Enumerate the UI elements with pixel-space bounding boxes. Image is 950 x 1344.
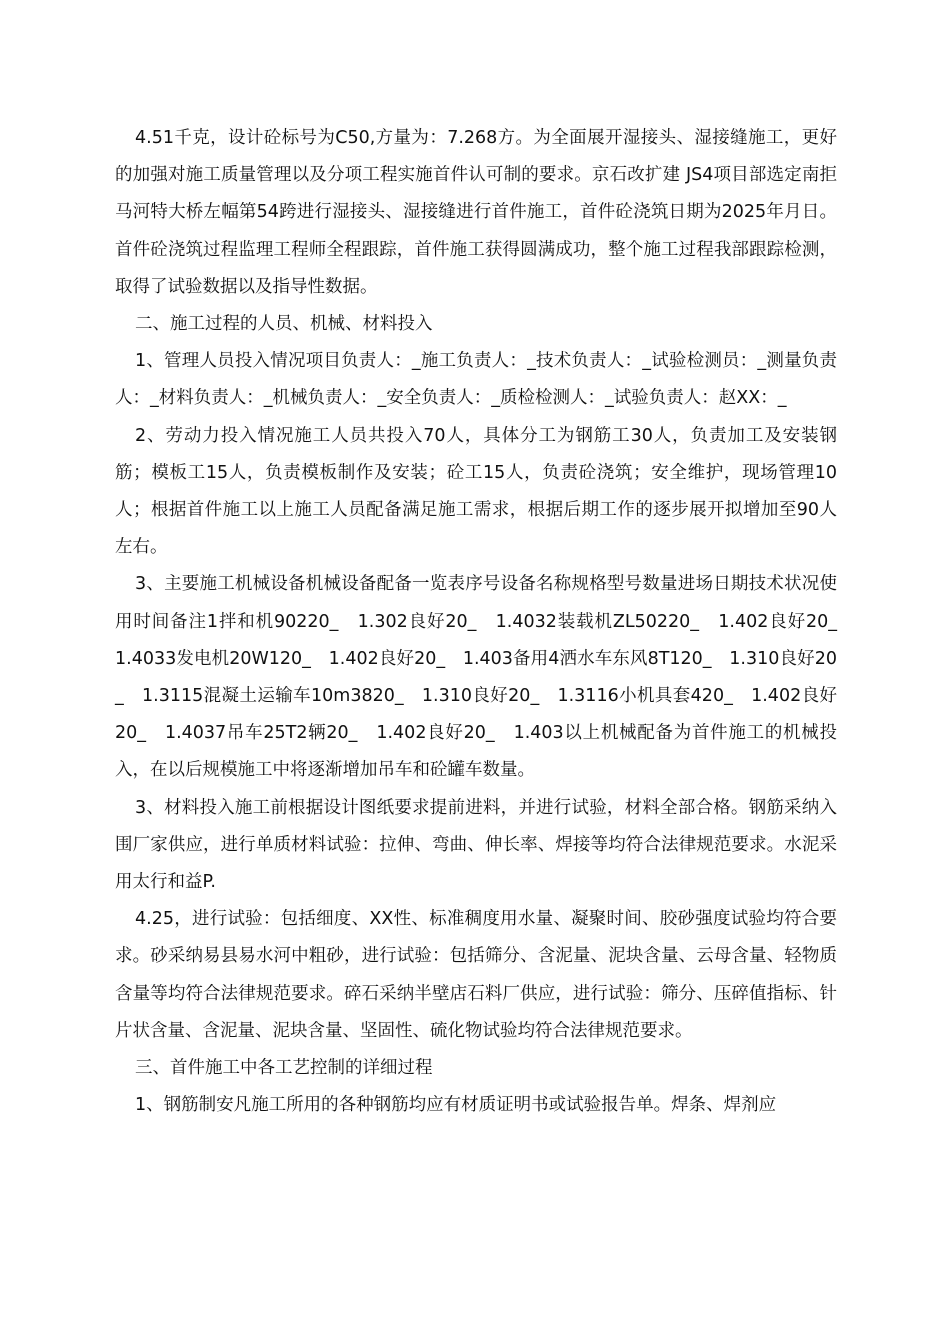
section-heading-3: 三、首件施工中各工艺控制的详细过程 [135, 1058, 433, 1079]
paragraph-materials: 3、材料投入施工前根据设计图纸要求提前进料，并进行试验，材料全部合格。钢筋采纳入围厂家供应，进行单质材料试验：拉伸、弯曲、伸长率、焊接等均符合法律规范要求。水泥采用太行和益P. [115, 797, 837, 893]
paragraph-intro: 4.51千克，设计砼标号为C50,方量为：7.268方。为全面展开湿接头、湿接缝施工，更好的加强对施工质量管理以及分项工程实施首件认可制的要求。京石改扩建 JS4项目部选定南拒马河特大桥左幅第54跨进行湿接头、湿接缝进行首件施工，首件砼浇筑日期为2025年月日。首件砼浇筑过程监理工程师全程跟踪，首件施工获得圆满成功，整个施工过程我部跟踪检测，取得了试验数据以及指导性数据。 [115, 128, 837, 297]
document-body [115, 120, 855, 1124]
paragraph-machinery: 3、主要施工机械设备机械设备配备一览表序号设备名称规格型号数量进场日期技术状况使用时间备注1拌和机90220_ 1.302良好20_ 1.4032装载机ZL50220_ 1.402良好20_ 1.4033发电机20W120_ 1.402良好20_ 1.403备用4洒水车东风8T120_ 1.310良好20_ 1.3115混凝土运输车10m3820_ 1.310良好20_ 1.3116小机具套420_ 1.402良好20_ 1.4037吊车25T2辆20_ 1.402良好20_ 1.403以上机械配备为首件施工的机械投入，在以后规模施工中将逐渐增加吊车和砼罐车数量。 [115, 574, 855, 781]
section-heading-2: 二、施工过程的人员、机械、材料投入 [135, 314, 433, 335]
paragraph-management-staff: 1、管理人员投入情况项目负责人：_施工负责人：_技术负责人：_试验检测员：_测量负责人：_材料负责人：_机械负责人：_安全负责人：_质检检测人：_试验负责人：赵XX：_ [115, 351, 837, 409]
paragraph-tests: 4.25，进行试验：包括细度、XX性、标准稠度用水量、凝聚时间、胶砂强度试验均符合要求。砂采纳易县易水河中粗砂，进行试验：包括筛分、含泥量、泥块含量、云母含量、轻物质含量等均符合法律规范要求。碎石采纳半壁店石料厂供应，进行试验：筛分、压碎值指标、针片状含量、含泥量、泥块含量、坚固性、硫化物试验均符合法律规范要求。 [115, 909, 837, 1041]
paragraph-labor: 2、劳动力投入情况施工人员共投入70人，具体分工为钢筋工30人，负责加工及安装钢筋；模板工15人，负责模板制作及安装；砼工15人，负责砼浇筑；安全维护，现场管理10人；根据首件施工以上施工人员配备满足施工需求，根据后期工作的逐步展开拟增加至90人左右。 [115, 425, 837, 558]
paragraph-rebar: 1、钢筋制安凡施工所用的各种钢筋均应有材质证明书或试验报告单。焊条、焊剂应 [135, 1095, 777, 1116]
